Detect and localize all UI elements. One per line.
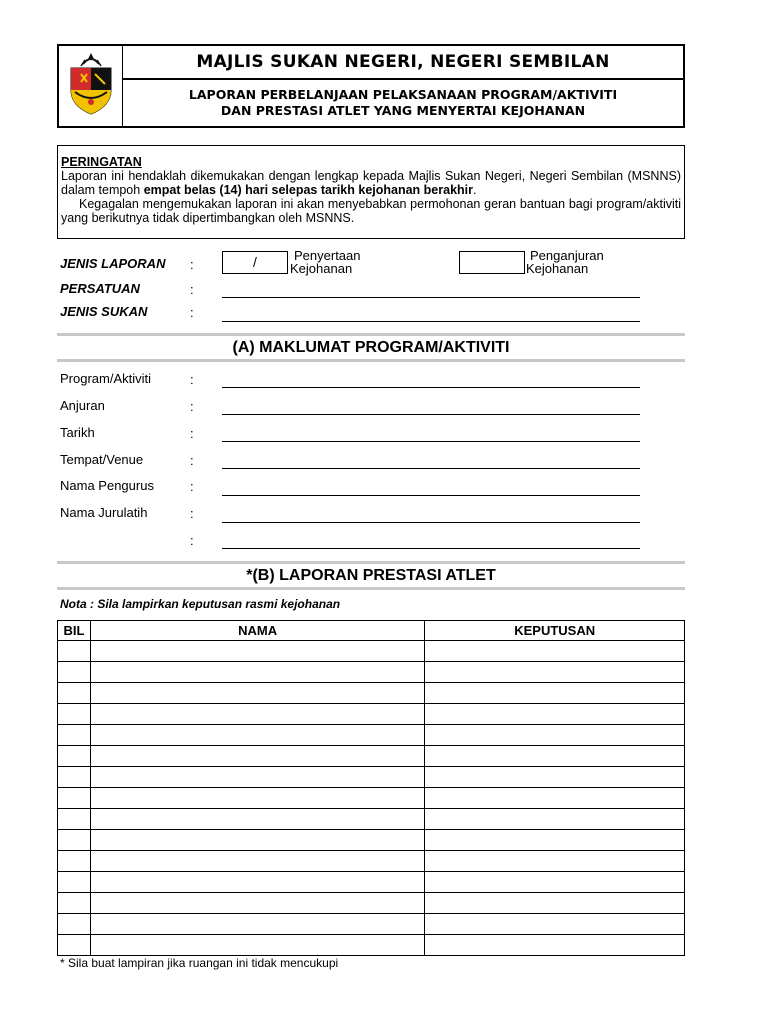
section-a-title: (A) MAKLUMAT PROGRAM/AKTIVITI xyxy=(232,339,510,356)
cell-bil[interactable] xyxy=(58,767,91,788)
jenis-sukan-label: JENIS SUKAN xyxy=(60,304,148,319)
table-row xyxy=(58,851,685,872)
footnote: * Sila buat lampiran jika ruangan ini tidak mencukupi xyxy=(60,956,339,970)
cell-bil[interactable] xyxy=(58,893,91,914)
nota-text: Nota : Sila lampirkan keputusan rasmi kejohanan xyxy=(60,597,341,611)
subtitle-line-1: LAPORAN PERBELANJAAN PELAKSANAAN PROGRAM/AKTIVITI xyxy=(188,87,618,102)
warning-p1-end: . xyxy=(473,183,477,197)
option-penyertaan-line-2: Kejohanan xyxy=(290,261,353,276)
table-row xyxy=(58,830,685,851)
option-penyertaan-line-1: Penyertaan xyxy=(294,248,361,263)
jenis-sukan-colon: : xyxy=(190,305,194,320)
checkbox-penyertaan[interactable]: / xyxy=(222,251,288,274)
table-row xyxy=(58,914,685,935)
cell-nama[interactable] xyxy=(90,830,424,851)
negeri-sembilan-crest-icon xyxy=(59,46,123,126)
anjuran-label: Anjuran xyxy=(60,398,105,413)
nama-jurulatih-label: Nama Jurulatih xyxy=(60,505,148,520)
table-row xyxy=(58,893,685,914)
table-row xyxy=(58,935,685,956)
table-row xyxy=(58,641,685,662)
program-aktiviti-field[interactable] xyxy=(222,387,640,388)
cell-keputusan[interactable] xyxy=(425,851,685,872)
table-row xyxy=(58,704,685,725)
tarikh-field[interactable] xyxy=(222,441,640,442)
cell-keputusan[interactable] xyxy=(425,809,685,830)
cell-keputusan[interactable] xyxy=(425,662,685,683)
persatuan-field[interactable] xyxy=(222,297,640,298)
cell-nama[interactable] xyxy=(90,893,424,914)
cell-bil[interactable] xyxy=(58,746,91,767)
table-row xyxy=(58,725,685,746)
cell-nama[interactable] xyxy=(90,809,424,830)
cell-keputusan[interactable] xyxy=(425,830,685,851)
cell-keputusan[interactable] xyxy=(425,935,685,956)
form-header xyxy=(57,44,685,128)
section-b-bottom-bar xyxy=(57,587,685,590)
column-header-keputusan: KEPUTUSAN xyxy=(425,621,685,641)
cell-keputusan[interactable] xyxy=(425,725,685,746)
cell-bil[interactable] xyxy=(58,851,91,872)
cell-bil[interactable] xyxy=(58,830,91,851)
table-row xyxy=(58,809,685,830)
cell-keputusan[interactable] xyxy=(425,767,685,788)
warning-p1-bold: empat belas (14) hari selepas tarikh kejohanan berakhir xyxy=(143,183,473,197)
cell-bil[interactable] xyxy=(58,809,91,830)
persatuan-colon: : xyxy=(190,282,194,297)
table-row xyxy=(58,683,685,704)
table-row xyxy=(58,767,685,788)
cell-bil[interactable] xyxy=(58,641,91,662)
cell-keputusan[interactable] xyxy=(425,872,685,893)
cell-bil[interactable] xyxy=(58,788,91,809)
extra-field-colon: : xyxy=(190,533,194,548)
cell-nama[interactable] xyxy=(90,914,424,935)
table-row xyxy=(58,746,685,767)
cell-keputusan[interactable] xyxy=(425,914,685,935)
report-type-colon: : xyxy=(190,257,194,272)
warning-paragraph-1 xyxy=(61,169,681,197)
nama-jurulatih-colon: : xyxy=(190,506,194,521)
tarikh-colon: : xyxy=(190,426,194,441)
cell-bil[interactable] xyxy=(58,662,91,683)
form-subtitle xyxy=(123,80,683,126)
cell-bil[interactable] xyxy=(58,872,91,893)
tempat-venue-colon: : xyxy=(190,453,194,468)
anjuran-colon: : xyxy=(190,399,194,414)
warning-paragraph-2: Kegagalan mengemukakan laporan ini akan menyebabkan permohonan geran bantuan bagi program/aktiviti yang berikutnya tidak dipertimbangkan oleh MSNNS. xyxy=(61,197,681,225)
cell-bil[interactable] xyxy=(58,683,91,704)
nama-pengurus-field[interactable] xyxy=(222,495,640,496)
cell-nama[interactable] xyxy=(90,725,424,746)
cell-nama[interactable] xyxy=(90,662,424,683)
cell-nama[interactable] xyxy=(90,935,424,956)
table-row xyxy=(58,662,685,683)
table-row xyxy=(58,788,685,809)
jenis-sukan-field[interactable] xyxy=(222,321,640,322)
cell-keputusan[interactable] xyxy=(425,683,685,704)
table-row xyxy=(58,872,685,893)
warning-p1-text: Laporan ini hendaklah dikemukakan dengan lengkap kepada Majlis Sukan Negeri, Negeri Sembilan (MSNNS) dalam tempoh xyxy=(61,169,681,197)
program-aktiviti-colon: : xyxy=(190,372,194,387)
cell-keputusan[interactable] xyxy=(425,641,685,662)
cell-bil[interactable] xyxy=(58,704,91,725)
nama-pengurus-label: Nama Pengurus xyxy=(60,478,154,493)
anjuran-field[interactable] xyxy=(222,414,640,415)
cell-bil[interactable] xyxy=(58,935,91,956)
athlete-results-table xyxy=(57,620,685,956)
tempat-venue-label: Tempat/Venue xyxy=(60,452,144,467)
cell-nama[interactable] xyxy=(90,872,424,893)
cell-nama[interactable] xyxy=(90,851,424,872)
section-a-bottom-bar xyxy=(57,359,685,362)
section-b-title: *(B) LAPORAN PRESTASI ATLET xyxy=(246,567,496,584)
cell-keputusan[interactable] xyxy=(425,788,685,809)
cell-keputusan[interactable] xyxy=(425,746,685,767)
option-penyertaan-label xyxy=(290,249,361,275)
cell-bil[interactable] xyxy=(58,914,91,935)
cell-bil[interactable] xyxy=(58,725,91,746)
warning-heading: PERINGATAN xyxy=(61,155,142,169)
cell-nama[interactable] xyxy=(90,767,424,788)
cell-keputusan[interactable] xyxy=(425,893,685,914)
report-type-label: JENIS LAPORAN xyxy=(60,256,166,271)
cell-nama[interactable] xyxy=(90,704,424,725)
form-title: MAJLIS SUKAN NEGERI, NEGERI SEMBILAN xyxy=(123,46,683,80)
tempat-venue-field[interactable] xyxy=(222,468,640,469)
checkbox-penganjuran[interactable] xyxy=(459,251,525,274)
cell-nama[interactable] xyxy=(90,788,424,809)
table-body xyxy=(58,641,685,956)
subtitle-line-2: DAN PRESTASI ATLET YANG MENYERTAI KEJOHANAN xyxy=(220,103,586,118)
table-header-row xyxy=(58,621,685,641)
cell-nama[interactable] xyxy=(90,683,424,704)
nama-pengurus-colon: : xyxy=(190,479,194,494)
option-penganjuran-line-2: Kejohanan xyxy=(526,261,589,276)
persatuan-label: PERSATUAN xyxy=(60,281,140,296)
option-penganjuran-label xyxy=(526,249,604,275)
logo-cell xyxy=(59,46,123,126)
section-a-top-bar xyxy=(57,333,685,336)
tarikh-label: Tarikh xyxy=(60,425,95,440)
program-aktiviti-label: Program/Aktiviti xyxy=(60,371,152,386)
column-header-bil: BIL xyxy=(58,621,91,641)
cell-keputusan[interactable] xyxy=(425,704,685,725)
nama-jurulatih-field[interactable] xyxy=(222,522,640,523)
cell-nama[interactable] xyxy=(90,641,424,662)
section-b-top-bar xyxy=(57,561,685,564)
warning-box xyxy=(57,145,685,239)
cell-nama[interactable] xyxy=(90,746,424,767)
option-penganjuran-line-1: Penganjuran xyxy=(530,248,604,263)
column-header-nama: NAMA xyxy=(90,621,424,641)
extra-field[interactable] xyxy=(222,548,640,549)
